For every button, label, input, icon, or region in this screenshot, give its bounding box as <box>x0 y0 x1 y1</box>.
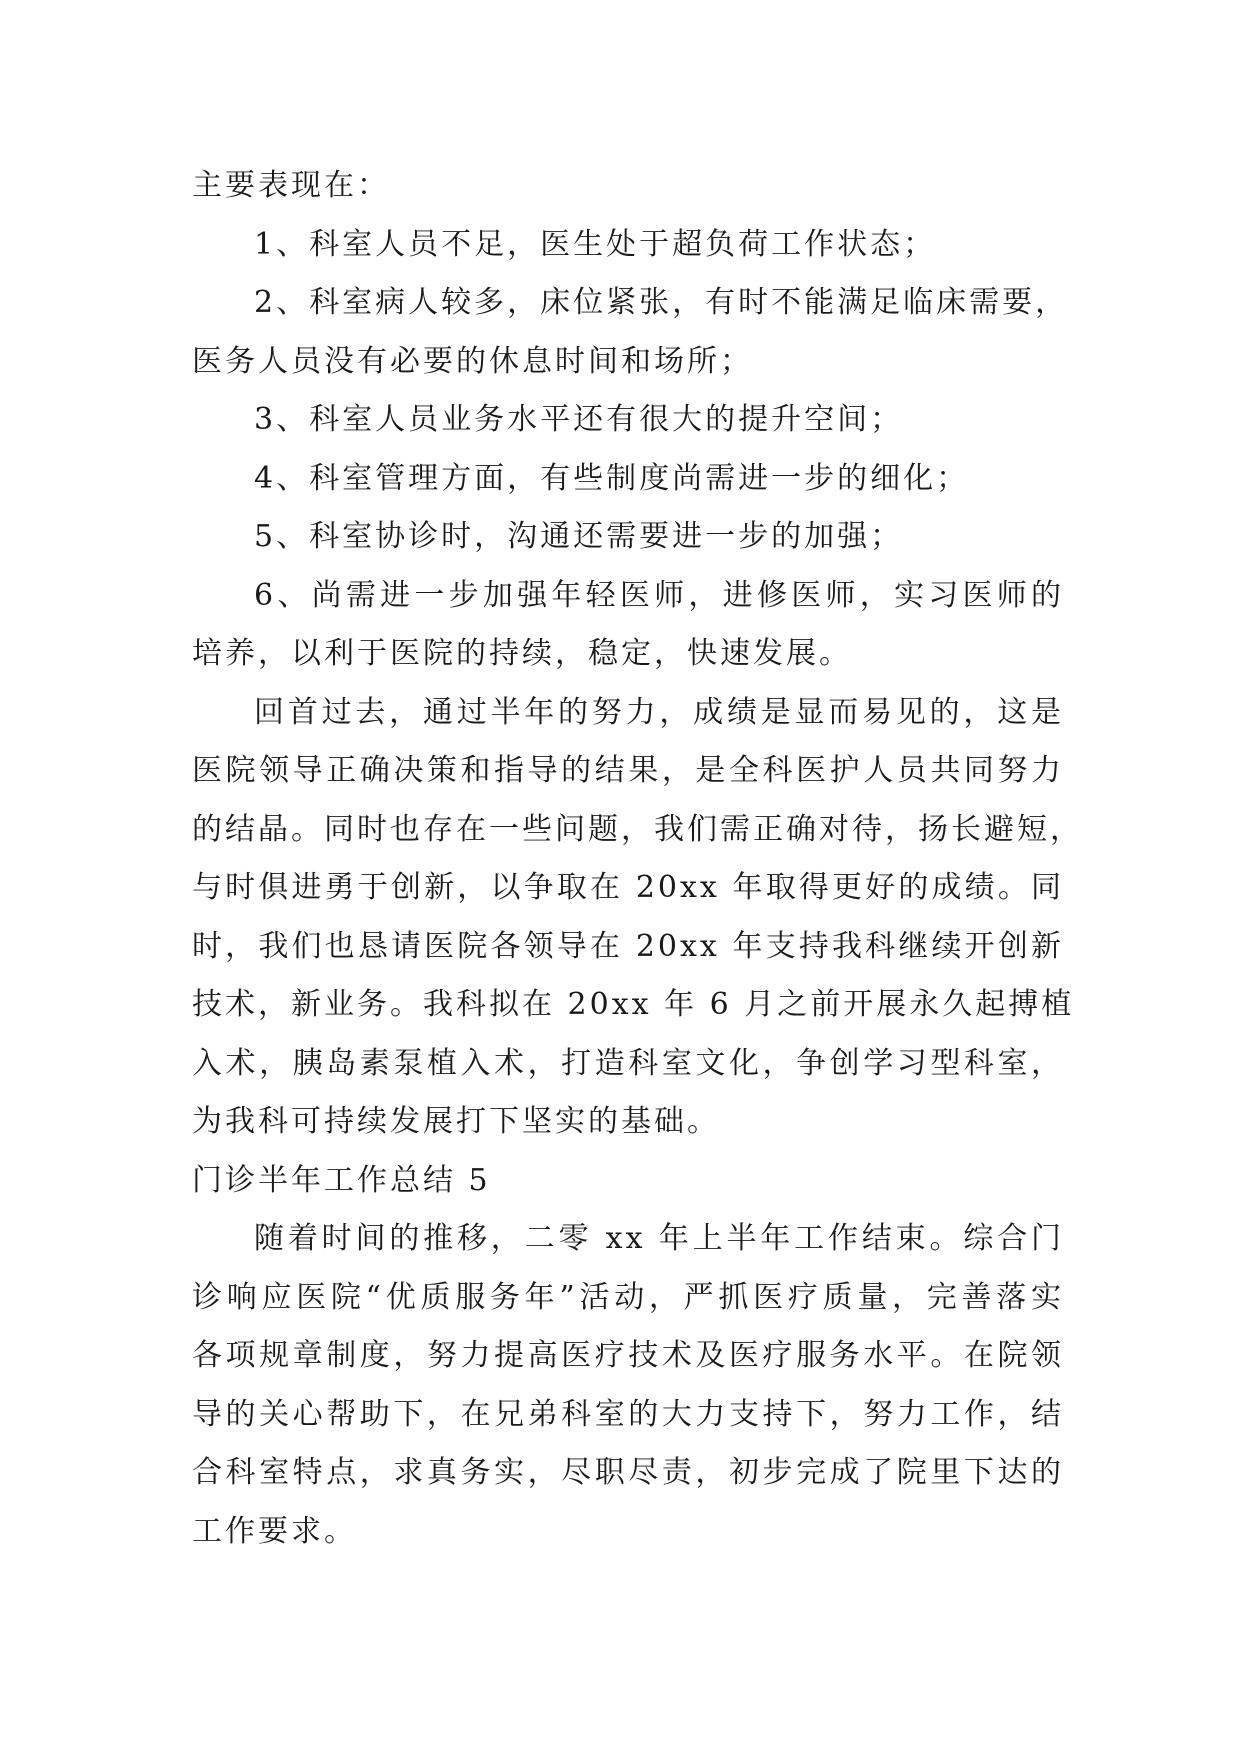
text-line: 主要表现在： <box>192 168 390 203</box>
text-line: 工作要求。 <box>192 1513 357 1549</box>
text-line: 各项规章制度，努力提高医疗技术及医疗服务水平。在院领 <box>192 1338 1064 1373</box>
text-line: 为我科可持续发展打下坚实的基础。 <box>192 1104 720 1139</box>
text-line: 的结晶。同时也存在一些问题，我们需正确对待，扬长避短， <box>192 811 1083 847</box>
text-line: 技术，新业务。我科拟在 20xx 年 6 月之前开展永久起搏植 <box>192 987 1075 1022</box>
text-line: 6、尚需进一步加强年轻医师，进修医师，实习医师的 <box>254 577 1064 613</box>
text-line: 合科室特点，求真务实，尽职尽责，初步完成了院里下达的 <box>192 1455 1064 1490</box>
section-heading: 门诊半年工作总结 5 <box>192 1162 491 1198</box>
text-line: 时，我们也恳请医院各领导在 20xx 年支持我科继续开创新 <box>192 928 1064 964</box>
text-line: 4、科室管理方面，有些制度尚需进一步的细化； <box>254 460 970 496</box>
text-line: 培养，以利于医院的持续，稳定，快速发展。 <box>192 636 852 671</box>
text-line: 导的关心帮助下，在兄弟科室的大力支持下，努力工作，结 <box>192 1396 1064 1432</box>
text-line: 医院领导正确决策和指导的结果，是全科医护人员共同努力 <box>192 753 1064 788</box>
text-line: 医务人员没有必要的休息时间和场所； <box>192 343 753 379</box>
text-line: 与时俱进勇于创新，以争取在 20xx 年取得更好的成绩。同 <box>192 870 1064 905</box>
text-line: 诊响应医院“优质服务年”活动，严抓医疗质量，完善落实 <box>192 1279 1064 1315</box>
text-line: 回首过去，通过半年的努力，成绩是显而易见的，这是 <box>254 694 1064 730</box>
text-line: 5、科室协诊时，沟通还需要进一步的加强； <box>254 519 904 554</box>
text-line: 随着时间的推移，二零 xx 年上半年工作结束。综合门 <box>254 1221 1064 1256</box>
text-line: 2、科室病人较多，床位紧张，有时不能满足临床需要， <box>254 285 1069 320</box>
text-line: 3、科室人员业务水平还有很大的提升空间； <box>254 402 904 437</box>
text-line: 1、科室人员不足，医生处于超负荷工作状态； <box>254 226 937 262</box>
document-body <box>192 157 1083 1561</box>
text-line: 入术，胰岛素泵植入术，打造科室文化，争创学习型科室， <box>192 1045 1064 1081</box>
